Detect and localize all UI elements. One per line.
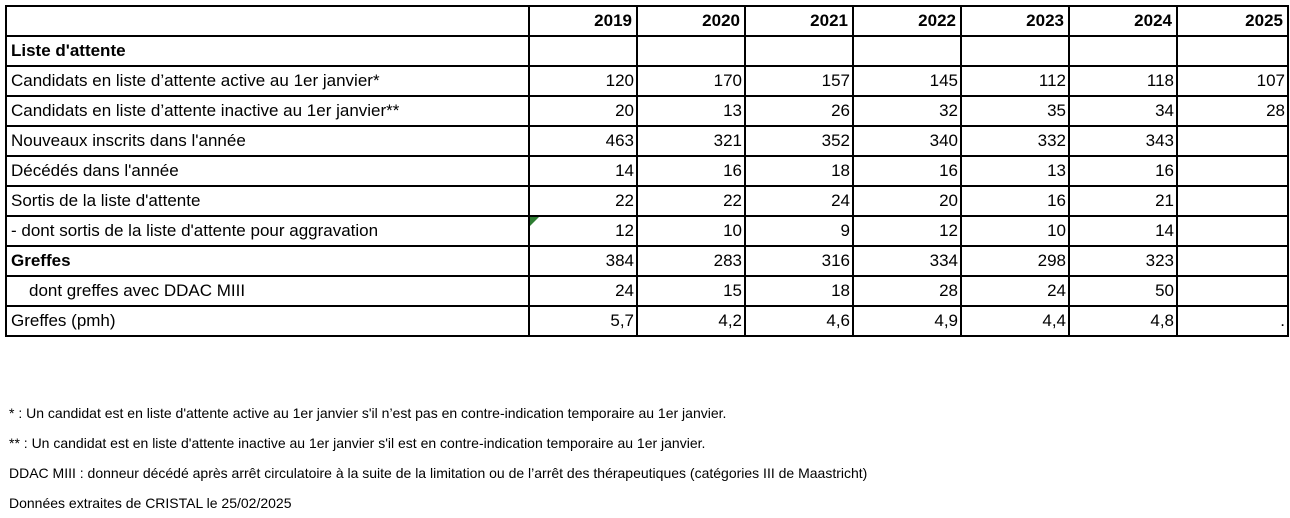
value-cell <box>853 36 961 66</box>
value-cell: 13 <box>961 156 1069 186</box>
year-header: 2019 <box>529 6 637 36</box>
value-cell: 323 <box>1069 246 1177 276</box>
value-cell <box>1177 246 1288 276</box>
year-header: 2021 <box>745 6 853 36</box>
table-row <box>6 126 1288 156</box>
value-cell <box>1177 216 1288 246</box>
value-cell: 10 <box>637 216 745 246</box>
value-cell: 16 <box>637 156 745 186</box>
year-header: 2025 <box>1177 6 1288 36</box>
value-cell <box>1177 276 1288 306</box>
value-cell <box>1177 126 1288 156</box>
table-row <box>6 96 1288 126</box>
value-cell: 157 <box>745 66 853 96</box>
row-label: Greffes <box>6 246 529 276</box>
table-row <box>6 66 1288 96</box>
value-cell <box>529 36 637 66</box>
year-header: 2023 <box>961 6 1069 36</box>
waiting-list-table <box>5 5 1289 337</box>
header-label-cell <box>6 6 529 36</box>
value-cell: 4,6 <box>745 306 853 336</box>
value-cell: 16 <box>1069 156 1177 186</box>
value-cell: 120 <box>529 66 637 96</box>
value-cell: 332 <box>961 126 1069 156</box>
value-cell: 20 <box>853 186 961 216</box>
value-cell: 316 <box>745 246 853 276</box>
value-cell: 13 <box>637 96 745 126</box>
footnote-data-source: Données extraites de CRISTAL le 25/02/2025 <box>9 495 292 511</box>
value-cell: 34 <box>1069 96 1177 126</box>
value-cell <box>745 36 853 66</box>
value-cell: 4,2 <box>637 306 745 336</box>
value-cell: 145 <box>853 66 961 96</box>
value-cell: 12 <box>853 216 961 246</box>
row-label: Greffes (pmh) <box>6 306 529 336</box>
value-cell: 26 <box>745 96 853 126</box>
value-cell <box>1177 186 1288 216</box>
footnote-ddac-definition: DDAC MIII : donneur décédé après arrêt circulatoire à la suite de la limitation ou de l’arrêt des thérapeutiques (catégories III de Maastricht) <box>9 465 868 481</box>
footnote-inactive-list: ** : Un candidat est en liste d'attente inactive au 1er janvier s'il est en contre-indication temporaire au 1er janvier. <box>9 435 706 451</box>
value-cell: 343 <box>1069 126 1177 156</box>
value-cell: 112 <box>961 66 1069 96</box>
value-cell: 28 <box>853 276 961 306</box>
value-cell: . <box>1177 306 1288 336</box>
value-cell: 24 <box>745 186 853 216</box>
value-cell: 5,7 <box>529 306 637 336</box>
value-cell: 18 <box>745 276 853 306</box>
value-cell: 22 <box>529 186 637 216</box>
value-cell: 20 <box>529 96 637 126</box>
table-row <box>6 186 1288 216</box>
value-cell: 32 <box>853 96 961 126</box>
value-cell: 24 <box>529 276 637 306</box>
value-cell: 384 <box>529 246 637 276</box>
value-cell: 298 <box>961 246 1069 276</box>
value-cell: 321 <box>637 126 745 156</box>
value-cell <box>961 36 1069 66</box>
value-cell: 28 <box>1177 96 1288 126</box>
value-cell: 15 <box>637 276 745 306</box>
value-cell: 50 <box>1069 276 1177 306</box>
value-cell: 21 <box>1069 186 1177 216</box>
year-header: 2024 <box>1069 6 1177 36</box>
row-label: Décédés dans l'année <box>6 156 529 186</box>
row-label: Nouveaux inscrits dans l'année <box>6 126 529 156</box>
header-row <box>6 6 1288 36</box>
value-cell: 107 <box>1177 66 1288 96</box>
year-header: 2020 <box>637 6 745 36</box>
value-cell: 14 <box>529 156 637 186</box>
year-header: 2022 <box>853 6 961 36</box>
table-row <box>6 246 1288 276</box>
value-cell: 463 <box>529 126 637 156</box>
value-cell: 283 <box>637 246 745 276</box>
value-cell: 118 <box>1069 66 1177 96</box>
value-cell: 352 <box>745 126 853 156</box>
value-cell: 18 <box>745 156 853 186</box>
table-row <box>6 216 1288 246</box>
row-label: Candidats en liste d’attente inactive au 1er janvier** <box>6 96 529 126</box>
value-cell: 334 <box>853 246 961 276</box>
comment-marker-icon <box>530 217 539 226</box>
value-cell <box>1177 156 1288 186</box>
row-label: Candidats en liste d’attente active au 1er janvier* <box>6 66 529 96</box>
value-cell: 9 <box>745 216 853 246</box>
table-row <box>6 306 1288 336</box>
value-cell: 16 <box>853 156 961 186</box>
value-text: 12 <box>615 221 634 240</box>
value-cell <box>1069 36 1177 66</box>
value-cell: 10 <box>961 216 1069 246</box>
row-label: dont greffes avec DDAC MIII <box>6 276 529 306</box>
value-cell <box>637 36 745 66</box>
value-cell: 4,4 <box>961 306 1069 336</box>
value-cell: 22 <box>637 186 745 216</box>
table-row <box>6 156 1288 186</box>
row-label: Liste d'attente <box>6 36 529 66</box>
row-label: Sortis de la liste d'attente <box>6 186 529 216</box>
value-cell: 16 <box>961 186 1069 216</box>
value-cell: 35 <box>961 96 1069 126</box>
table-row <box>6 276 1288 306</box>
value-cell <box>529 216 637 246</box>
value-cell: 340 <box>853 126 961 156</box>
footnotes <box>9 398 867 518</box>
value-cell: 4,8 <box>1069 306 1177 336</box>
value-cell: 4,9 <box>853 306 961 336</box>
row-label: - dont sortis de la liste d'attente pour aggravation <box>6 216 529 246</box>
footnote-active-list: * : Un candidat est en liste d'attente active au 1er janvier s'il n’est pas en contre-indication temporaire au 1er janvier. <box>9 405 727 421</box>
value-cell: 24 <box>961 276 1069 306</box>
value-cell: 14 <box>1069 216 1177 246</box>
value-cell <box>1177 36 1288 66</box>
table-row <box>6 36 1288 66</box>
value-cell: 170 <box>637 66 745 96</box>
